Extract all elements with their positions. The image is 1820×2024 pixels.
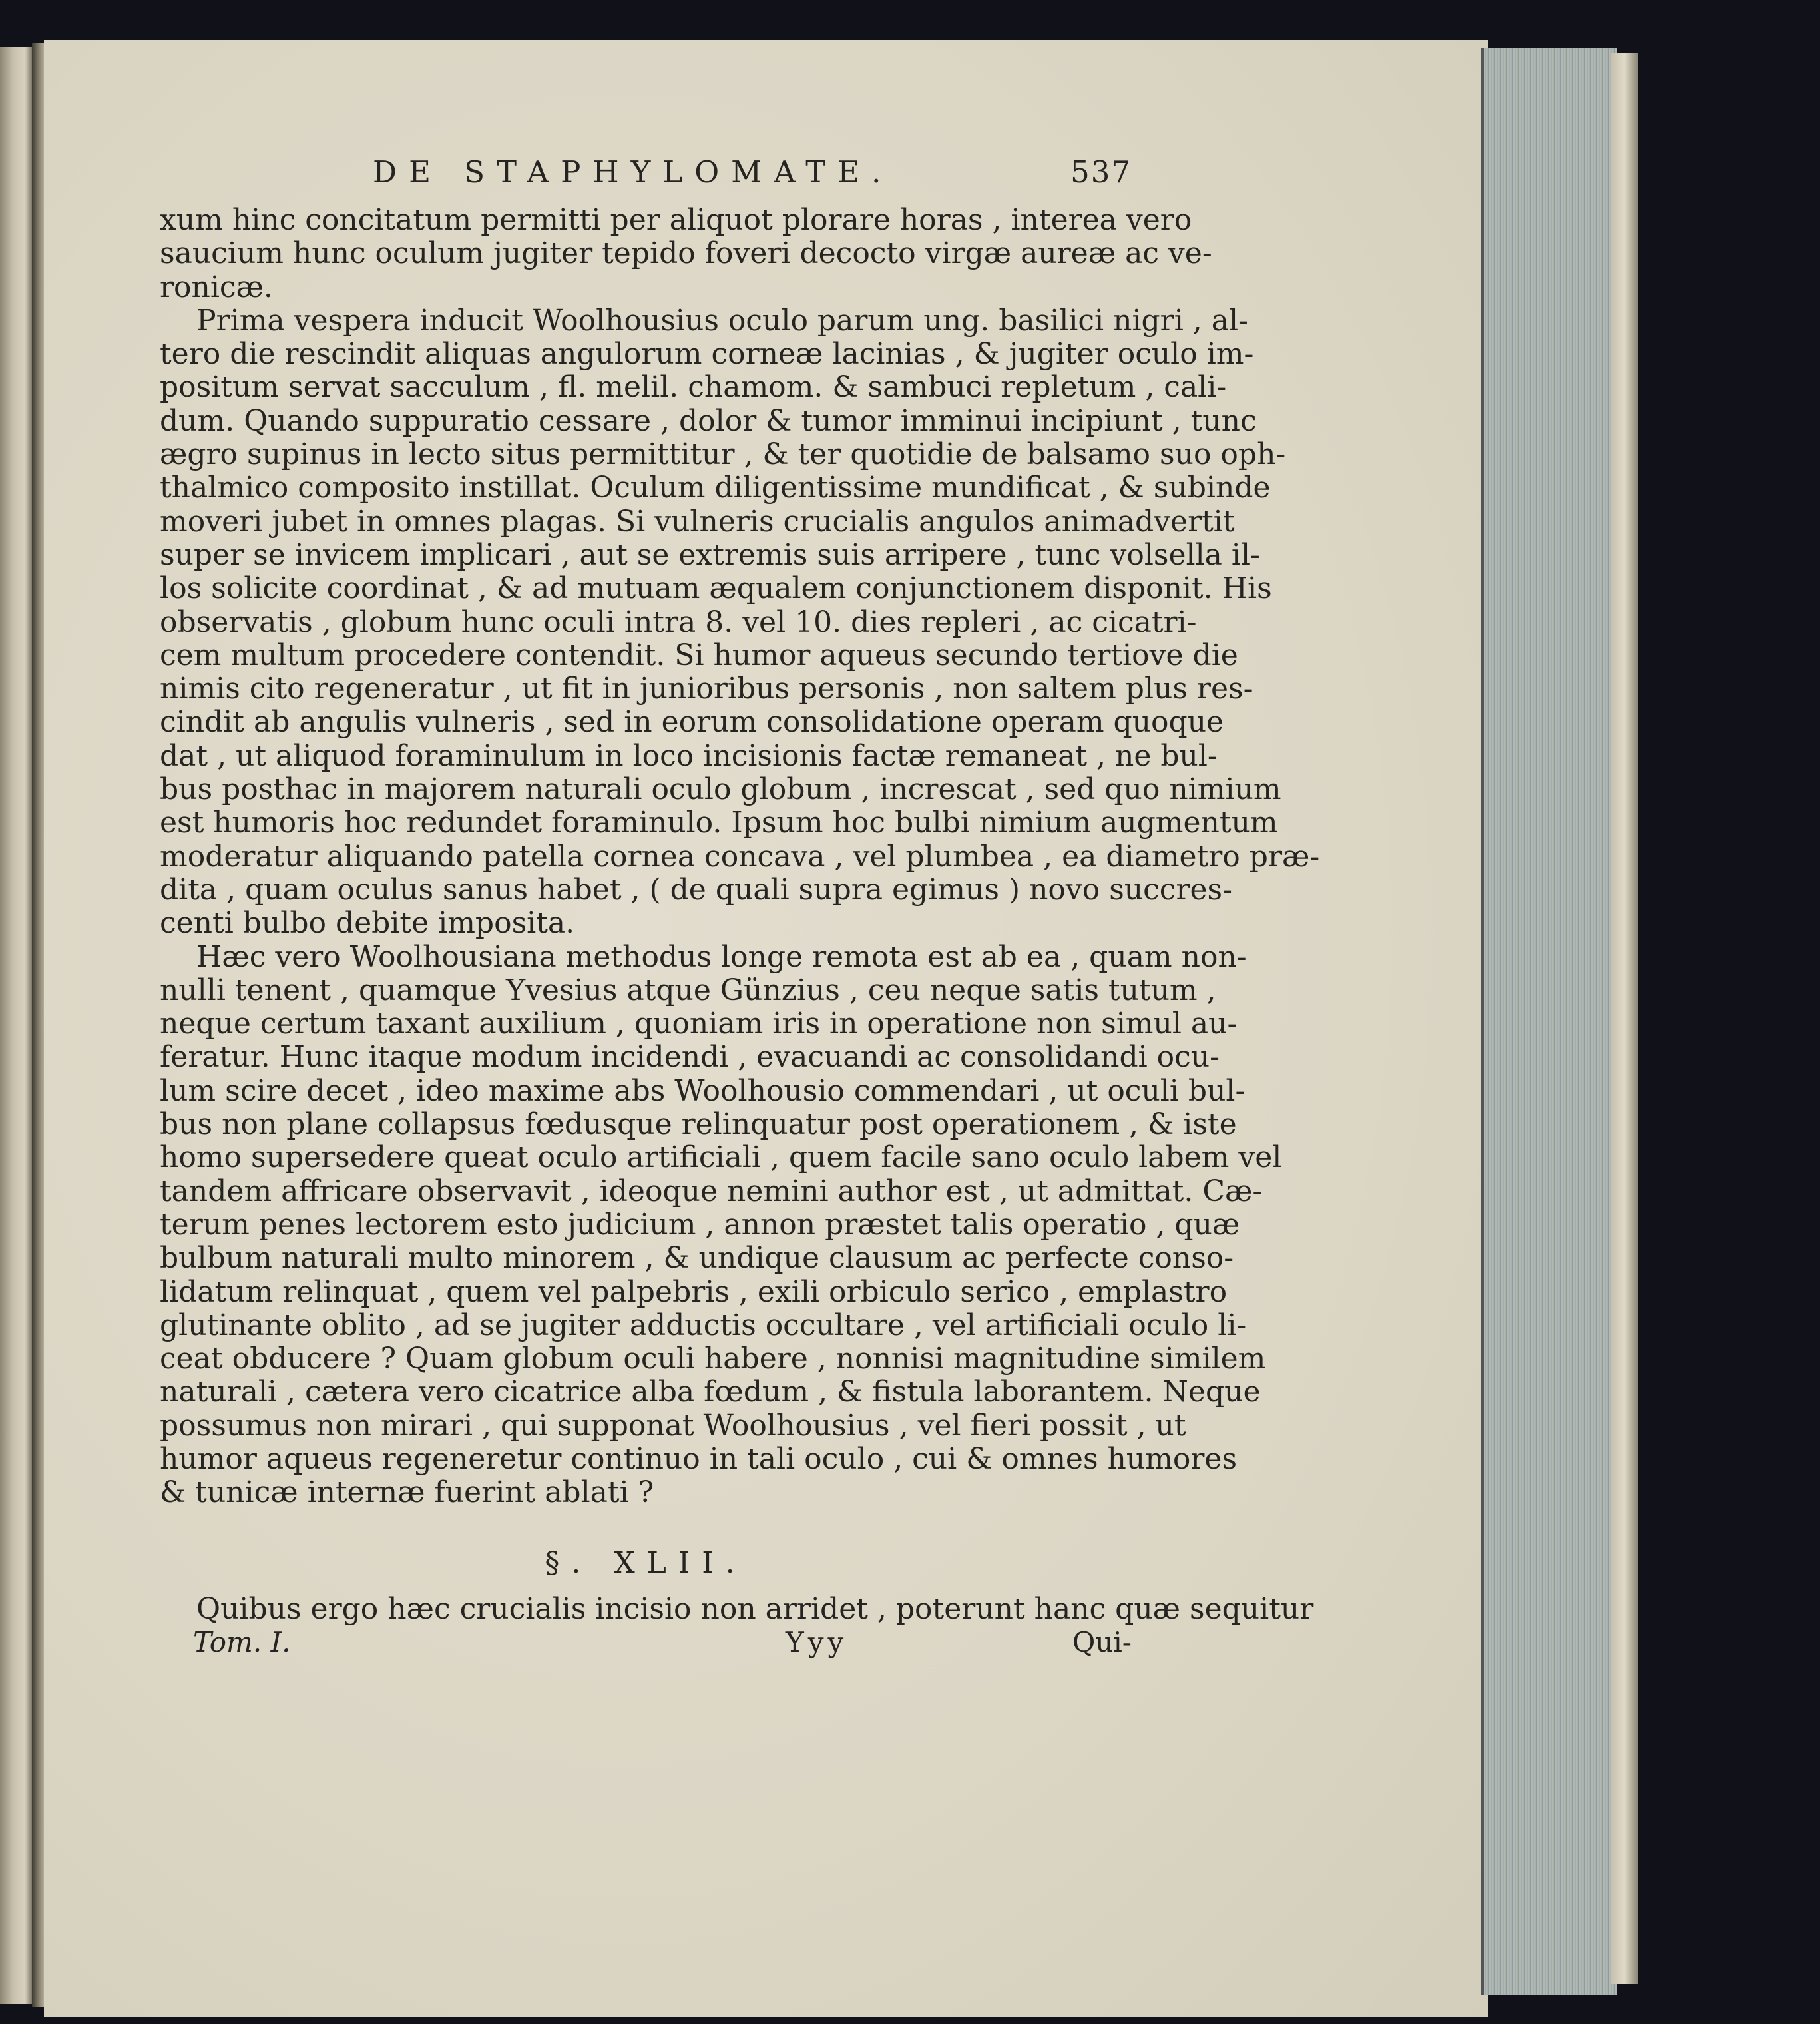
page-stack-edge [1481,48,1617,1995]
text-line: ceat obducere ? Quam globum oculi habere , nonnisi magnitudine similem [160,1342,1266,1376]
text-line: tandem affricare observavit , ideoque nemini author est , ut admittat. Cæ- [160,1174,1263,1208]
page-footer [160,1626,1132,1663]
book-cover-edge [1611,53,1638,1984]
text-line: possumus non mirari , qui supponat Woolhousius , vel fieri possit , ut [160,1408,1186,1443]
text-line: terum penes lectorem esto judicium , annon præstet talis operatio , quæ [160,1207,1240,1242]
text-line: bulbum naturali multo minorem , & undique clausum ac perfecte conso- [160,1241,1234,1276]
text-line: dita , quam oculus sanus habet , ( de quali supra egimus ) novo succres- [160,872,1232,907]
text-line: & tunicæ internæ fuerint ablati ? [160,1475,654,1510]
text-line: naturali , cætera vero cicatrice alba fœdum , & fistula laborantem. Neque [160,1375,1261,1409]
text-line: moderatur aliquando patella cornea concava , vel plumbea , ea diametro præ- [160,839,1320,874]
text-line: thalmico composito instillat. Oculum diligentissime mundificat , & subinde [160,471,1271,505]
catchword: Qui- [1072,1625,1132,1658]
volume-mark: Tom. I. [193,1625,291,1658]
text-line: nulli tenent , quamque Yvesius atque Günzius , ceu neque satis tutum , [160,973,1216,1007]
text-line: xum hinc concitatum permitti per aliquot plorare horas , interea vero [160,203,1192,237]
text-line: lidatum relinquat , quem vel palpebris , exili orbiculo serico , emplastro [160,1274,1228,1309]
text-line: cindit ab angulis vulneris , sed in eorum consolidatione operam quoque [160,705,1224,740]
page-number: 537 [1070,154,1132,190]
text-line: bus non plane collapsus fœdusque relinquatur post operationem , & iste [160,1107,1237,1142]
text-line: observatis , globum hunc oculi intra 8. vel 10. dies repleri , ac cicatri- [160,605,1197,639]
text-line: tero die rescindit aliquas angulorum corneæ lacinias , & jugiter oculo im- [160,337,1254,372]
text-line: cem multum procedere contendit. Si humor aqueus secundo tertiove die [160,638,1238,672]
text-line: feratur. Hunc itaque modum incidendi , evacuandi ac consolidandi ocu- [160,1040,1220,1075]
paragraph [160,939,1282,1510]
book-gutter [32,43,45,2007]
running-title: DE STAPHYLOMATE. [373,154,893,190]
paragraph [160,203,1212,304]
text-line: nimis cito regeneratur , ut fit in junioribus personis , non saltem plus res- [160,672,1253,706]
text-line: dat , ut aliquod foraminulum in loco incisionis factæ remaneat , ne bul- [160,738,1218,773]
signature-mark: Yyy [786,1625,848,1658]
text-line: homo supersedere queat oculo artificiali , quem facile sano oculo labem vel [160,1140,1282,1175]
text-block [160,154,1320,1663]
section-first-line: Quibus ergo hæc crucialis incisio non arridet , poterunt hanc quæ sequitur [196,1591,1314,1626]
text-line: lum scire decet , ideo maxime abs Woolhousio commendari , ut oculi bul- [160,1073,1246,1108]
text-line: positum servat sacculum , fl. melil. chamom. & sambuci repletum , cali- [160,370,1227,405]
body-text [160,203,1320,1510]
text-line: moveri jubet in omnes plagas. Si vulneris crucialis angulos animadvertit [160,504,1235,539]
text-line: ronicæ. [160,270,273,304]
text-line: Prima vespera inducit Woolhousius oculo parum ung. basilici nigri , al- [196,303,1248,338]
text-line: super se invicem implicari , aut se extremis suis arripere , tunc volsella il- [160,537,1260,572]
text-line: Hæc vero Woolhousiana methodus longe remota est ab ea , quam non- [196,939,1247,974]
text-line: humor aqueus regeneretur continuo in tali oculo , cui & omnes humores [160,1441,1238,1476]
text-line: los solicite coordinat , & ad mutuam æqualem conjunctionem disponit. His [160,571,1272,606]
text-line: neque certum taxant auxilium , quoniam iris in operatione non simul au- [160,1007,1238,1041]
text-line: dum. Quando suppuratio cessare , dolor & tumor imminui incipiunt , tunc [160,403,1257,438]
text-line: centi bulbo debite imposita. [160,906,575,941]
facing-page-edge [0,47,33,2004]
text-line: ægro supinus in lecto situs permittitur , & ter quotidie de balsamo suo oph- [160,437,1286,472]
text-line: glutinante oblito , ad se jugiter adductis occultare , vel artificiali oculo li- [160,1308,1247,1342]
section-heading: §. XLII. [545,1545,747,1580]
text-line: est humoris hoc redundet foraminulo. Ipsum hoc bulbi nimium augmentum [160,806,1278,840]
paragraph [160,303,1320,941]
running-header [160,154,1132,204]
text-line: bus posthac in majorem naturali oculo globum , increscat , sed quo nimium [160,772,1281,807]
text-line: saucium hunc oculum jugiter tepido foveri decocto virgæ aureæ ac ve- [160,236,1212,271]
